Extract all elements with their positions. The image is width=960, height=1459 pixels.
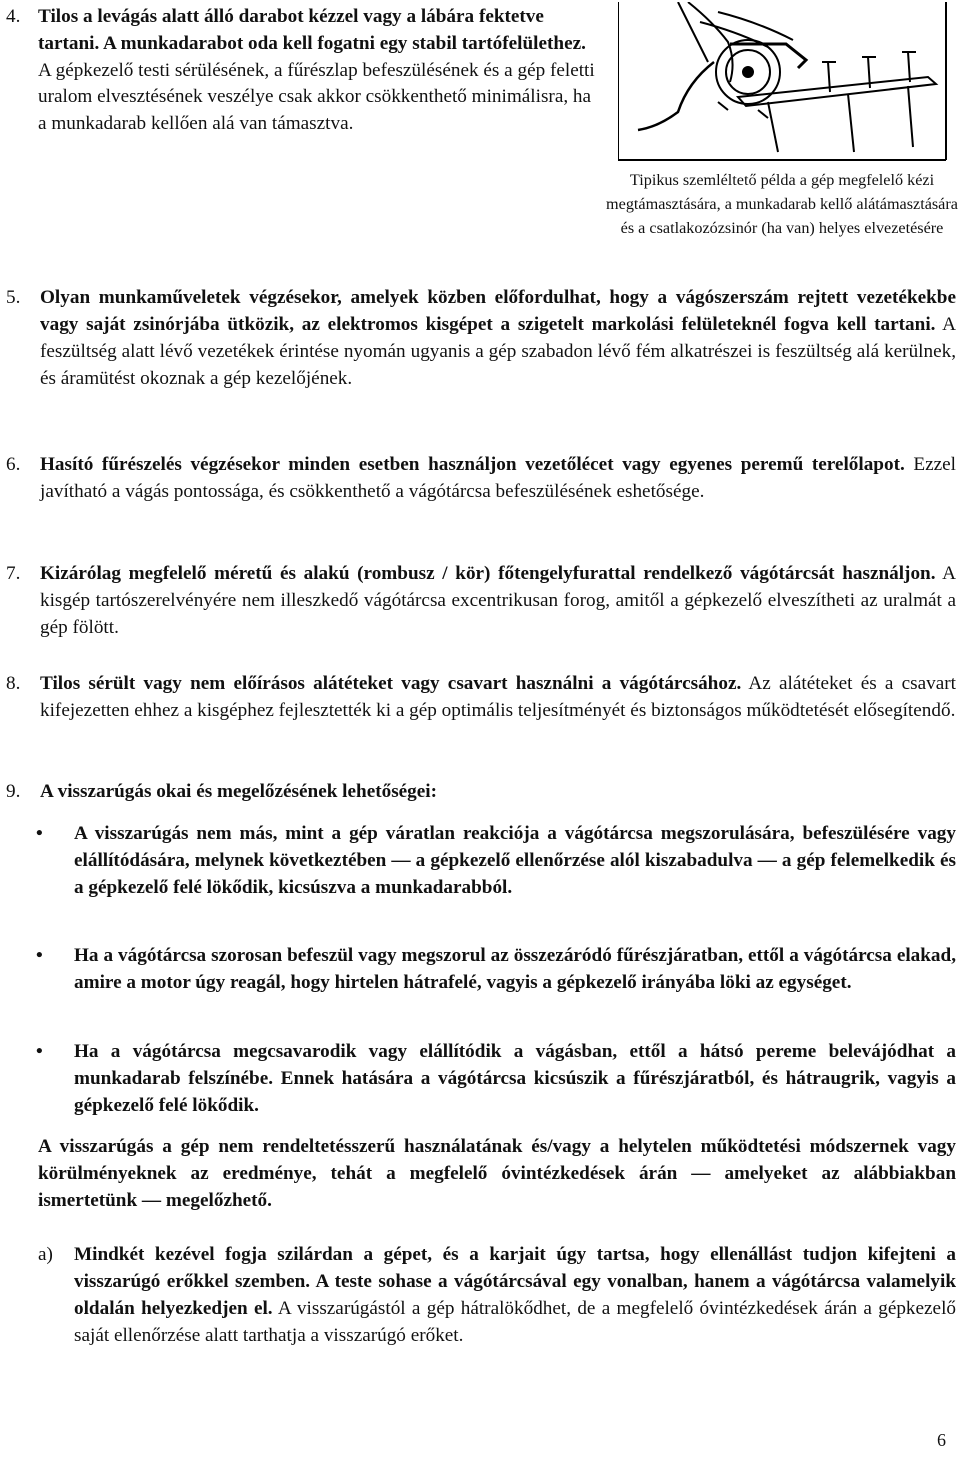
summary-paragraph: A visszarúgás a gép nem rendeltetésszerű használatának és/vagy a helytelen működtetési módszernek vagy körülményeknek az eredménye, tehát a megfelelő óvintézkedések árán — amelyeket az alábbiakban ismertetünk — megelőzhető. [38,1136,956,1211]
list-item-9 [6,778,956,805]
bullet-dot-icon: • [36,823,43,844]
sub-item-a [38,1241,956,1349]
item-normal-text: A gépkezelő testi sérülésének, a fűrészlap befeszülésének és a gép feletti uralom elvesztésének veszélye csak akkor csökkenthető minimálisra, ha a munkadarab kellően alá van támasztva. [38,59,595,135]
list-item-5 [6,284,956,392]
list-item-8 [6,670,956,724]
bullet-item [6,1038,956,1119]
bullet-dot-icon: • [36,945,43,966]
item-normal-text: A kisgép tartószerelvényére nem illeszkedő vágótárcsa excentrikusan forog, amitől a gépkezelő elveszítheti az uralmát a gép fölött. [40,563,956,638]
section-heading: A visszarúgás okai és megelőzésének lehetőségei: [40,781,438,802]
item-bold-text: Olyan munkaműveletek végzésekor, amelyek közben előfordulhat, hogy a vágószerszám rejtett vezetékekbe vagy saját zsinórjába ütközik, az elektromos kisgépet a szigetelt markolási felületeknél fogva kell tartani. [40,287,956,335]
list-item-7 [6,560,956,641]
page-number: 6 [937,1430,946,1450]
bullet-text: A visszarúgás nem más, mint a gép váratlan reakciója a vágótárcsa megszorulására, befeszülésére vagy elállítódására, melynek következtében — a gépkezelő ellenőrzése alól kiszabadulva — a gép felemelkedik és a gépkezelő felé lökődik, kicsúszva a munkadarabból. [74,823,956,898]
bullet-item [6,820,956,901]
item-number: 9. [6,781,21,802]
bullet-text: Ha a vágótárcsa szorosan befeszül vagy megszorul az összezáródó fűrészjáratban, ettől a vágótárcsa elakad, amire a motor úgy reagál, hogy hirtelen hátrafelé, vagyis a gépkezelő irányába löki az egységet. [74,945,956,993]
item-number: 6. [6,454,21,475]
bullet-text: Ha a vágótárcsa megcsavarodik vagy elállítódik a vágásban, ettől a hátsó pereme belevájódhat a munkadarab felszínébe. Ennek hatására a vágótárcsa kicsúszik a fűrészjáratból, és hátraugrik, vagyis a gépkezelő felé lökődik. [74,1041,956,1116]
item-bold-text: Tilos a levágás alatt álló darabot kézzel vagy a lábára fektetve tartani. A munkadarabot oda kell fogatni egy stabil tartófelülethez. [38,6,586,54]
item-normal-text: A feszültség alatt lévő vezetékek érintése nyomán ugyanis a gép szabadon lévő fém alkatrészei is feszültség alá kerülnek, és áramütést okoznak a gép kezelőjének. [40,314,956,389]
bullet-item [6,942,956,996]
item-number: 7. [6,563,21,584]
item-normal-text: Ezzel javítható a vágás pontossága, és csökkenthető a vágótárcsa befeszülésének eshetősége. [40,454,956,502]
sub-item-label: a) [38,1244,53,1265]
item-number: 5. [6,287,21,308]
item-number: 8. [6,673,21,694]
circular-saw-illustration-icon [618,2,948,162]
list-item-4 [6,4,596,138]
item-normal-text: Az alátéteket és a csavart kifejezetten ehhez a kisgéphez fejlesztették ki a gép optimális teljesítményét és biztonságos működtetését elősegítendő. [40,673,956,721]
sub-item-bold-text: Mindkét kezével fogja szilárdan a gépet, és a karjait úgy tartsa, hogy ellenállást tudjon kifejteni a visszarúgó erőkkel szemben. A teste sohase a vágótárcsával egy vonalban, hanem a vágótárcsa valamelyik oldalán helyezkedjen el. [74,1244,956,1319]
sub-item-normal-text: A visszarúgástól a gép hátralökődhet, de a megfelelő óvintézkedések árán a gépkezelő saját ellenőrzése alatt tarthatja a visszarúgó erőket. [74,1298,957,1346]
figure-caption: Tipikus szemléltető példa a gép megfelelő kézi megtámasztására, a munkadarab kellő alátámasztására és a csatlakozózsinór (ha van) helyes elvezetésére [606,171,958,237]
item-bold-text: Kizárólag megfelelő méretű és alakú (rombusz / kör) főtengelyfurattal rendelkező vágótárcsát használjon. [40,563,936,584]
bullet-dot-icon: • [36,1041,43,1062]
list-item-6 [6,451,956,505]
item-bold-text: Tilos sérült vagy nem előírásos alátéteket vagy csavart használni a vágótárcsához. [40,673,742,694]
saw-illustration [618,2,948,162]
item-number: 4. [6,6,21,27]
item-bold-text: Hasító fűrészelés végzésekor minden esetben használjon vezetőlécet vagy egyenes peremű terelőlapot. [40,454,905,475]
